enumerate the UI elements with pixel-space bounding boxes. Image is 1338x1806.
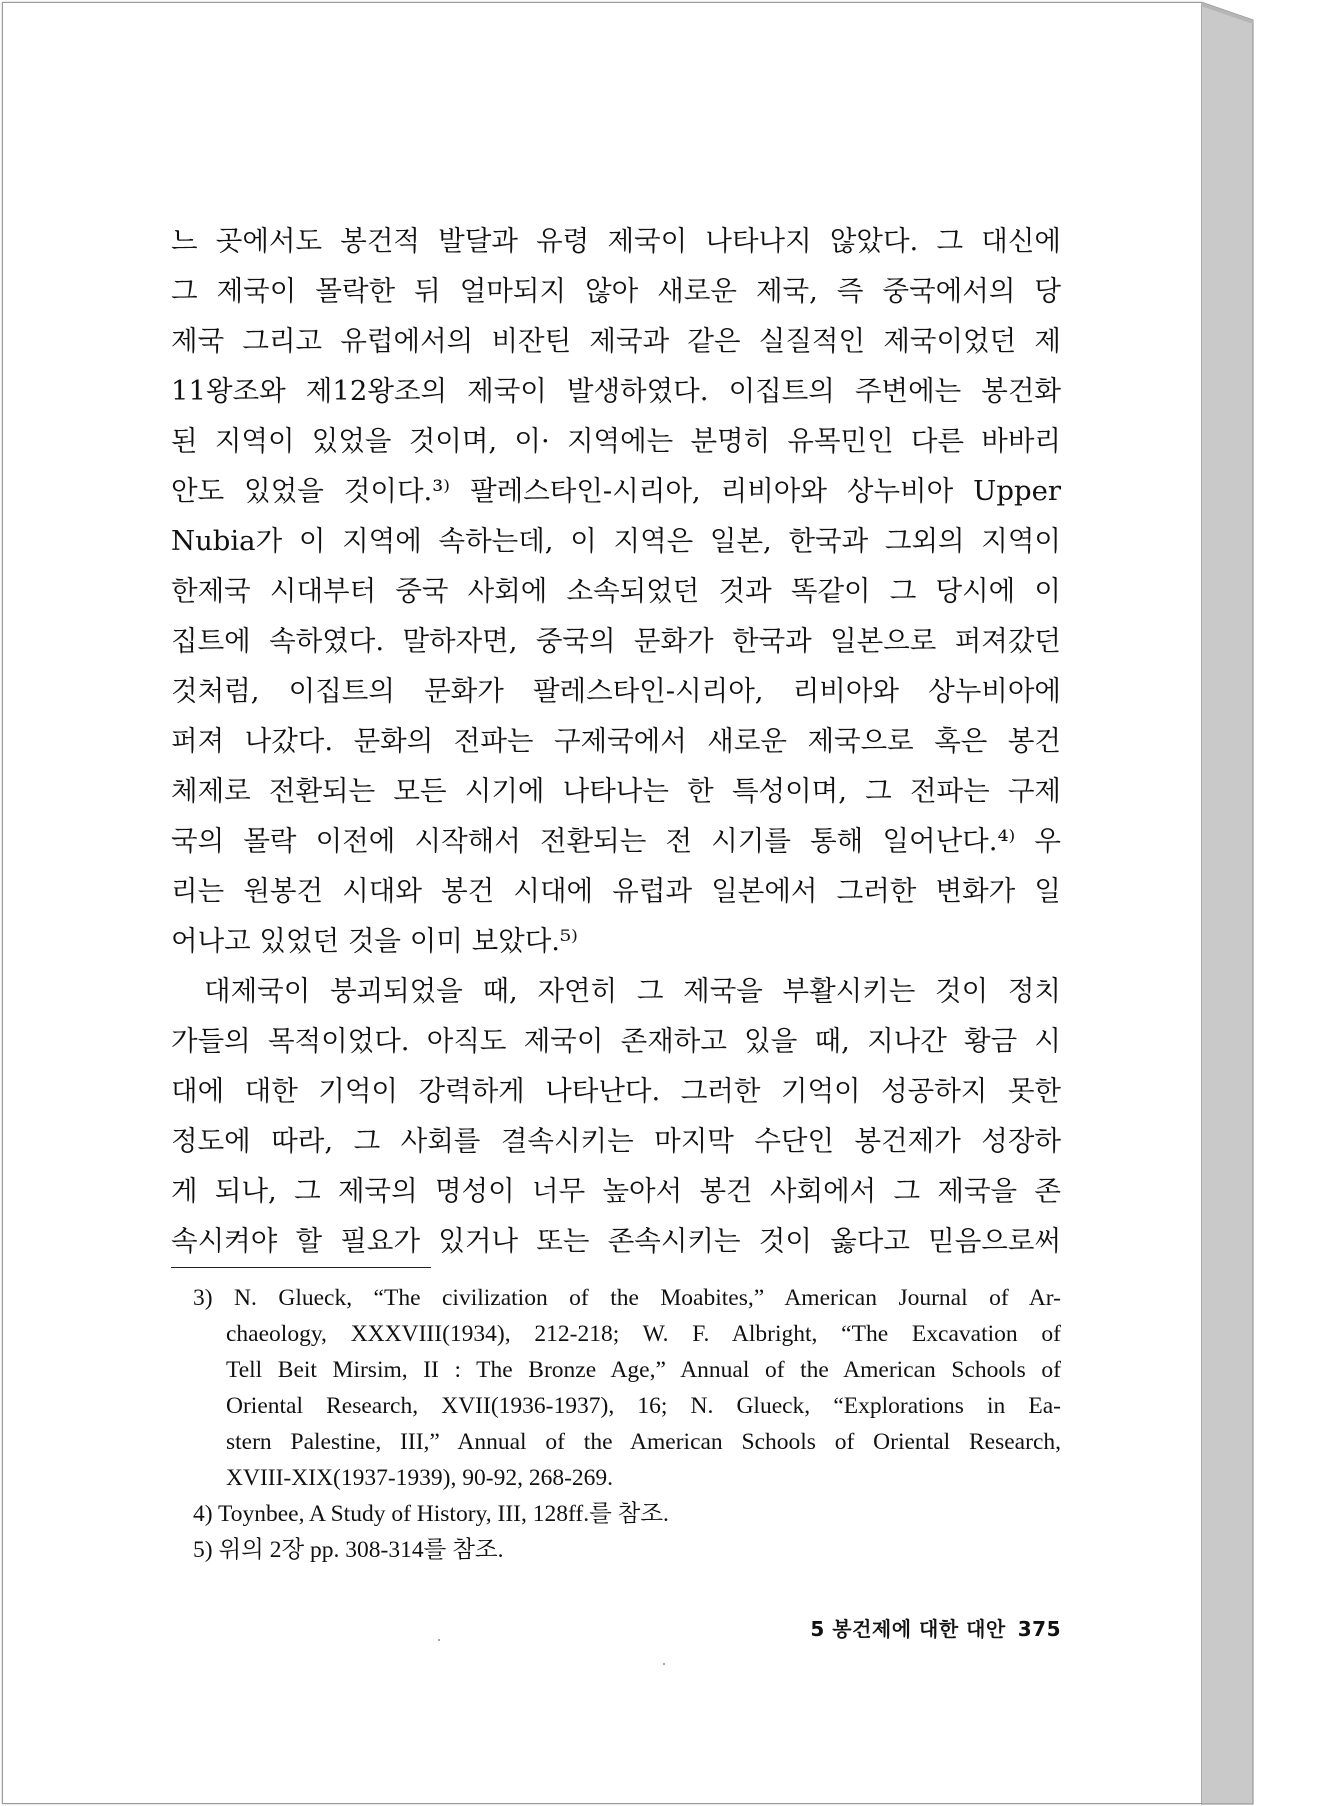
body-line: 정도에 따라, 그 사회를 결속시키는 마지막 수단인 봉건제가 성장하 [171,1125,1061,1157]
body-line: 어나고 있었던 것을 이미 보았다.⁵⁾ [171,925,578,957]
footnote-divider [171,1267,431,1268]
body-line: Nubia가 이 지역에 속하는데, 이 지역은 일본, 한국과 그외의 지역이 [171,525,1061,557]
body-line: 속시켜야 할 필요가 있거나 또는 존속시키는 것이 옳다고 믿음으로써 [171,1225,1061,1257]
footnote-line: Tell Beit Mirsim, II : The Bronze Age,” Annual of the American Schools of [226,1357,1061,1383]
body-line: 한제국 시대부터 중국 사회에 소속되었던 것과 똑같이 그 당시에 이 [171,575,1061,607]
body-line: 그 제국이 몰락한 뒤 얼마되지 않아 새로운 제국, 즉 중국에서의 당 [171,275,1061,307]
body-line: 제국 그리고 유럽에서의 비잔틴 제국과 같은 실질적인 제국이었던 제 [171,325,1061,357]
body-line: 느 곳에서도 봉건적 발달과 유령 제국이 나타나지 않았다. 그 대신에 [171,225,1061,257]
body-line: 대에 대한 기억이 강력하게 나타난다. 그러한 기억이 성공하지 못한 [171,1075,1061,1107]
scan-speck [663,1663,665,1665]
body-line: 대제국이 붕괴되었을 때, 자연히 그 제국을 부활시키는 것이 정치 [204,975,1061,1007]
body-line: 리는 원봉건 시대와 봉건 시대에 유럽과 일본에서 그러한 변화가 일 [171,875,1061,907]
footnote-line: stern Palestine, III,” Annual of the American Schools of Oriental Research, [226,1429,1061,1455]
book-page [2,2,1203,1804]
body-text [171,216,1061,1266]
page-number: 375 [1017,1617,1061,1641]
footnote-line: 3) N. Glueck, “The civilization of the Moabites,” American Journal of Ar- [193,1285,1061,1311]
body-line: 된 지역이 있었을 것이며, 이· 지역에는 분명히 유목민인 다른 바바리 [171,425,1061,457]
body-line: 가들의 목적이었다. 아직도 제국이 존재하고 있을 때, 지나간 황금 시 [171,1025,1061,1057]
footnote-line: Oriental Research, XVII(1936-1937), 16; N. Glueck, “Explorations in Ea- [226,1393,1061,1419]
footnotes [193,1280,1061,1568]
footnote-line: XVIII-XIX(1937-1939), 90-92, 268-269. [226,1465,614,1491]
footnote-line: chaeology, XXXVIII(1934), 212-218; W. F. Albright, “The Excavation of [226,1321,1061,1347]
body-line: 체제로 전환되는 모든 시기에 나타나는 한 특성이며, 그 전파는 구제 [171,775,1061,807]
body-line: 게 되나, 그 제국의 명성이 너무 높아서 봉건 사회에서 그 제국을 존 [171,1175,1061,1207]
page-footer [761,1613,1061,1642]
footnote-line: 5) 위의 2장 pp. 308-314를 참조. [193,1537,504,1563]
scan-speck [438,1639,440,1641]
footnote-line: 4) Toynbee, A Study of History, III, 128ff.를 참조. [193,1501,669,1527]
body-line: 집트에 속하였다. 말하자면, 중국의 문화가 한국과 일본으로 퍼져갔던 [171,625,1061,657]
body-line: 것처럼, 이집트의 문화가 팔레스타인-시리아, 리비아와 상누비아에 [171,675,1061,707]
body-line: 11왕조와 제12왕조의 제국이 발생하였다. 이집트의 주변에는 봉건화 [171,375,1061,407]
body-line: 국의 몰락 이전에 시작해서 전환되는 전 시기를 통해 일어난다.⁴⁾ 우 [171,825,1061,857]
running-chapter-title: 5 봉건제에 대한 대안 [810,1617,1006,1641]
body-line: 퍼져 나갔다. 문화의 전파는 구제국에서 새로운 제국으로 혹은 봉건 [171,725,1061,757]
body-line: 안도 있었을 것이다.³⁾ 팔레스타인-시리아, 리비아와 상누비아 Upper [171,475,1061,507]
